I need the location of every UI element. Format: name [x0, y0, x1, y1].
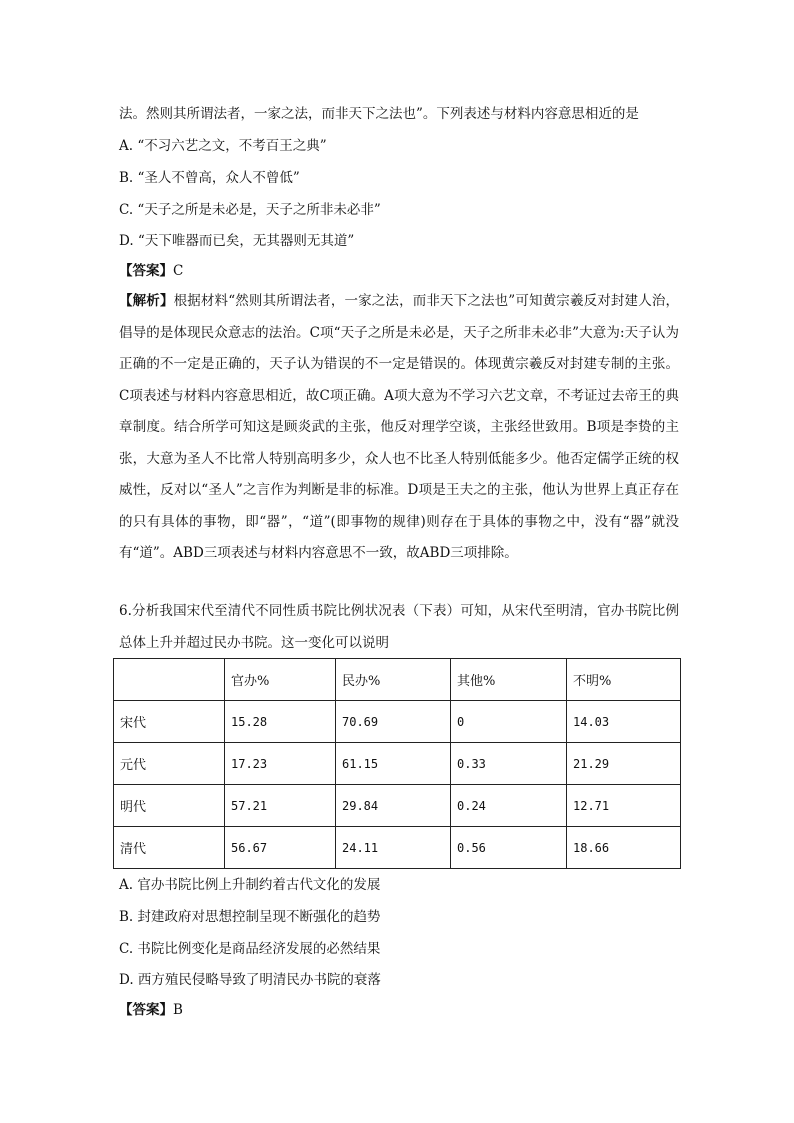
- answer-value: C: [173, 263, 184, 279]
- table-header-cell: 其他%: [451, 659, 567, 701]
- table-header-cell: 官办%: [225, 659, 336, 701]
- table-header-cell: [114, 659, 225, 701]
- table-cell: 18.66: [567, 827, 681, 869]
- answer-label: 【答案】: [119, 1002, 173, 1018]
- option-a: A. 官办书院比例上升制约着古代文化的发展: [119, 877, 381, 893]
- table-row: [114, 701, 681, 743]
- option-b: B. “圣人不曾高，众人不曾低”: [119, 170, 300, 186]
- option-d: D. “天下唯器而已矣，无其器则无其道”: [119, 233, 355, 249]
- answer-label: 【答案】: [119, 263, 173, 279]
- question-6-stem: 6.分析我国宋代至清代不同性质书院比例状况表（下表）可知，从宋代至明清，官办书院比例总体上升并超过民办书院。这一变化可以说明: [119, 603, 679, 651]
- answer-line: [119, 1000, 183, 1020]
- table-cell: 0.56: [451, 827, 567, 869]
- table-cell: 明代: [114, 785, 225, 827]
- option-d: D. 西方殖民侵略导致了明清民办书院的衰落: [119, 972, 381, 988]
- option-a: A. “不习六艺之文，不考百王之典”: [119, 138, 327, 154]
- table-cell: 29.84: [336, 785, 451, 827]
- analysis-text: 根据材料“然则其所谓法者，一家之法，而非天下之法也”可知黄宗羲反对封建人治，倡导的是体现民众意志的法治。C项“天子之所是未必是，天子之所非未必非”大意为:天子认为正确的不一定是正确的，天子认为错误的不一定是错误的。体现黄宗羲反对封建专制的主张。C项表述与材料内容意思相近，故C项正确。A项大意为不学习六艺文章，不考证过去帝王的典章制度。结合所学可知这是顾炎武的主张，他反对理学空谈，主张经世致用。B项是李贽的主张，大意为圣人不比常人特别高明多少，众人也不比圣人特别低能多少。他否定儒学正统的权威性，反对以“圣人”之言作为判断是非的标准。D项是王夫之的主张，他认为世界上真正存在的只有具体的事物，即“器”，“道”(即事物的规律)则存在于具体的事物之中，没有“器”就没有“道”。ABD三项表述与材料内容意思不一致，故ABD三项排除。: [119, 293, 679, 561]
- answer-line: [119, 261, 183, 281]
- table-cell: 0.24: [451, 785, 567, 827]
- academy-ratio-table: [113, 658, 681, 869]
- table-cell: 61.15: [336, 743, 451, 785]
- table-cell: 0.33: [451, 743, 567, 785]
- table-cell: 17.23: [225, 743, 336, 785]
- table-cell: 14.03: [567, 701, 681, 743]
- table-cell: 56.67: [225, 827, 336, 869]
- table-cell: 15.28: [225, 701, 336, 743]
- answer-value: B: [173, 1002, 183, 1018]
- table-row: [114, 785, 681, 827]
- table-cell: 12.71: [567, 785, 681, 827]
- option-c: C. 书院比例变化是商品经济发展的必然结果: [119, 941, 381, 957]
- table-cell: 24.11: [336, 827, 451, 869]
- option-b: B. 封建政府对思想控制呈现不断强化的趋势: [119, 909, 381, 925]
- table-cell: 21.29: [567, 743, 681, 785]
- table-header-cell: 不明%: [567, 659, 681, 701]
- table-cell: 清代: [114, 827, 225, 869]
- option-c: C. “天子之所是未必是，天子之所非未必非”: [119, 202, 381, 218]
- analysis-paragraph: [119, 286, 679, 570]
- table-header-row: [114, 659, 681, 701]
- table-cell: 70.69: [336, 701, 451, 743]
- table-cell: 元代: [114, 743, 225, 785]
- analysis-label: 【解析】: [119, 293, 174, 309]
- question-stem-continuation: 法。然则其所谓法者，一家之法，而非天下之法也”。下列表述与材料内容意思相近的是: [119, 106, 639, 122]
- table-row: [114, 743, 681, 785]
- table-cell: 宋代: [114, 701, 225, 743]
- table-row: [114, 827, 681, 869]
- table-cell: 0: [451, 701, 567, 743]
- table-cell: 57.21: [225, 785, 336, 827]
- table-header-cell: 民办%: [336, 659, 451, 701]
